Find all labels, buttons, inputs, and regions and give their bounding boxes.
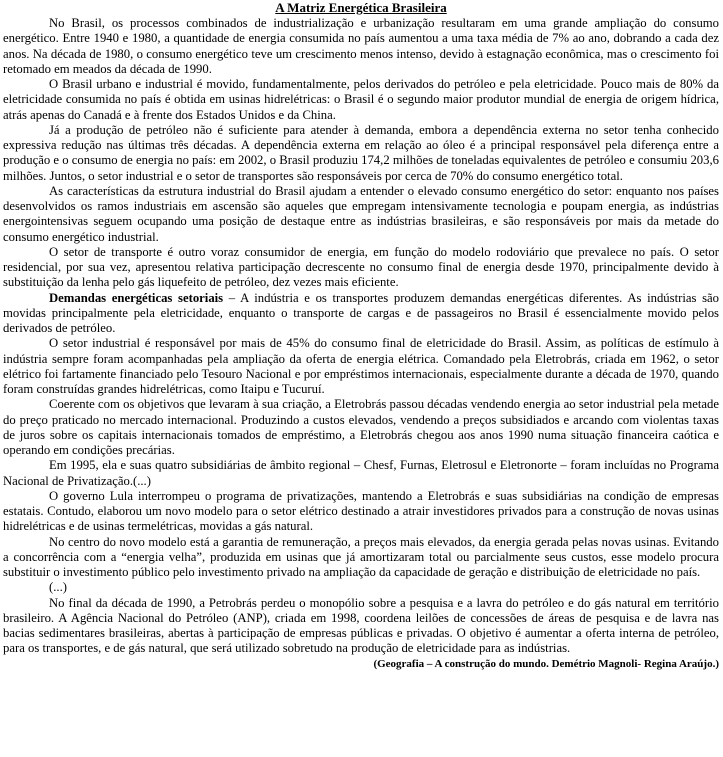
paragraph-2: O Brasil urbano e industrial é movido, fundamentalmente, pelos derivados do petróleo e pela eletricidade. Pouco mais de 80% da eletricidade consumida no país é obtida em usinas hidrelétricas: o Brasil é o segundo maior produtor mundial de energia de origem hídrica, atrás apenas do Canadá e à frente dos Estados Unidos e da China. (3, 77, 719, 122)
paragraph-12-text: No final da década de 1990, a Petrobrás perdeu o monopólio sobre a pesquisa e a lavra do petróleo e do gás natural em território brasileiro. A Agência Nacional do Petróleo (ANP), criada em 1998, coordena leilões de concessões de áreas de pesquisa e de lavra nas bacias sedimentares brasileiras, abertas à participação de empresas públicas e privadas. O objetivo é aumentar a oferta interna de petróleo, para os transportes, e de gás natural, que será utilizado sobretudo na produção de eletricidade para as indústrias. (3, 595, 719, 656)
citation: (Geografia – A construção do mundo. Demétrio Magnoli- Regina Araújo.) (373, 657, 719, 670)
section-heading: Demandas energéticas setoriais (49, 290, 224, 305)
paragraph-4: As características da estrutura industrial do Brasil ajudam a entender o elevado consumo energético do setor: enquanto nos países desenvolvidos os ramos industriais em ascensão são aqueles que empregam intensivamente tecnologia e poupam energia, as indústrias energointensivas seguem ocupando uma posição de destaque entre as indústrias brasileiras, e são responsáveis por mais da metade do consumo energético industrial. (3, 183, 719, 244)
paragraph-3: Já a produção de petróleo não é suficiente para atender à demanda, embora a dependência externa no setor tenha conhecido expressiva redução nas últimas três décadas. A dependência externa em relação ao óleo é a principal responsável pela diferença entre a produção e o consumo de energia no país: em 2002, o Brasil produziu 174,2 milhões de toneladas equivalentes de petróleo e consumiu 203,6 milhões. Juntos, o setor industrial e o setor de transportes são responsáveis por cerca de 70% do consumo energético total. (3, 122, 719, 183)
paragraph-8: Coerente com os objetivos que levaram à sua criação, a Eletrobrás passou décadas vendendo energia ao setor industrial pela metade do preço praticado no mercado internacional. Produzindo a custos elevados, vendendo a preços subsidiados e arcando com violentas taxas de juros sobre os capitais internacionais tomados de empréstimo, a Eletrobrás chegou aos anos 1990 numa situação financeira caótica e operando em condições precárias. (3, 397, 719, 457)
paragraph-9: Em 1995, ela e suas quatro subsidiárias de âmbito regional – Chesf, Furnas, Eletrosul e Eletronorte – foram incluídas no Programa Nacional de Privatização.(...) (3, 458, 719, 488)
document-title: A Matriz Energética Brasileira (275, 0, 447, 15)
paragraph-6 (3, 291, 719, 337)
paragraph-5: O setor de transporte é outro voraz consumidor de energia, em função do modelo rodoviário que prevalece no país. O setor residencial, por sua vez, apresentou relativa participação decrescente no consumo final de energia desde 1970, principalmente devido à substituição da lenha pelo gás liquefeito de petróleo, dez vezes mais eficiente. (3, 244, 719, 290)
paragraph-1: No Brasil, os processos combinados de industrialização e urbanização resultaram em uma grande ampliação do consumo energético. Entre 1940 e 1980, a quantidade de energia consumida no país aumentou a uma taxa média de 7% ao ano, dobrando a cada dez anos. Na década de 1980, o consumo energético teve um crescimento menos intenso, devido à estagnação econômica, mas o crescimento foi retomado em meados da década de 1990. (3, 16, 719, 76)
paragraph-7: O setor industrial é responsável por mais de 45% do consumo final de eletricidade do Brasil. Assim, as políticas de estímulo à indústria sempre foram acompanhadas pela ampliação da oferta de energia elétrica. Comandado pela Eletrobrás, criada em 1962, o setor elétrico foi fartamente financiado pelo Tesouro Nacional e por empréstimos internacionais, especialmente durante a década de 1970, quando foram construídas grandes hidrelétricas, como Itaipu e Tucuruí. (3, 336, 719, 396)
paragraph-11: No centro do novo modelo está a garantia de remuneração, a preços mais elevados, da energia gerada pelas novas usinas. Evitando a concorrência com a “energia velha”, produzida em usinas que já amortizaram total ou parcialmente seus custos, esse modelo procura substituir o investimento público pelo investimento privado na ampliação da capacidade de geração e distribuição de eletricidade no país. (3, 534, 719, 579)
omission-marker: (...) (49, 580, 67, 595)
paragraph-10: O governo Lula interrompeu o programa de privatizações, mantendo a Eletrobrás e suas subsidiárias na condição de empresas estatais. Contudo, elaborou um novo modelo para o setor elétrico destinado a atrair investidores privados para a construção de novas usinas hidrelétricas e de usinas termelétricas, movidas a gás natural. (3, 488, 719, 534)
paragraph-12 (3, 595, 719, 670)
paragraph-6-text: – A indústria e os transportes produzem demandas energéticas diferentes. As indústrias são movidas principalmente pela eletricidade, enquanto o transporte de cargas e de passageiros no Brasil é essencialmente movido pelos derivados de petróleo. (3, 290, 719, 335)
